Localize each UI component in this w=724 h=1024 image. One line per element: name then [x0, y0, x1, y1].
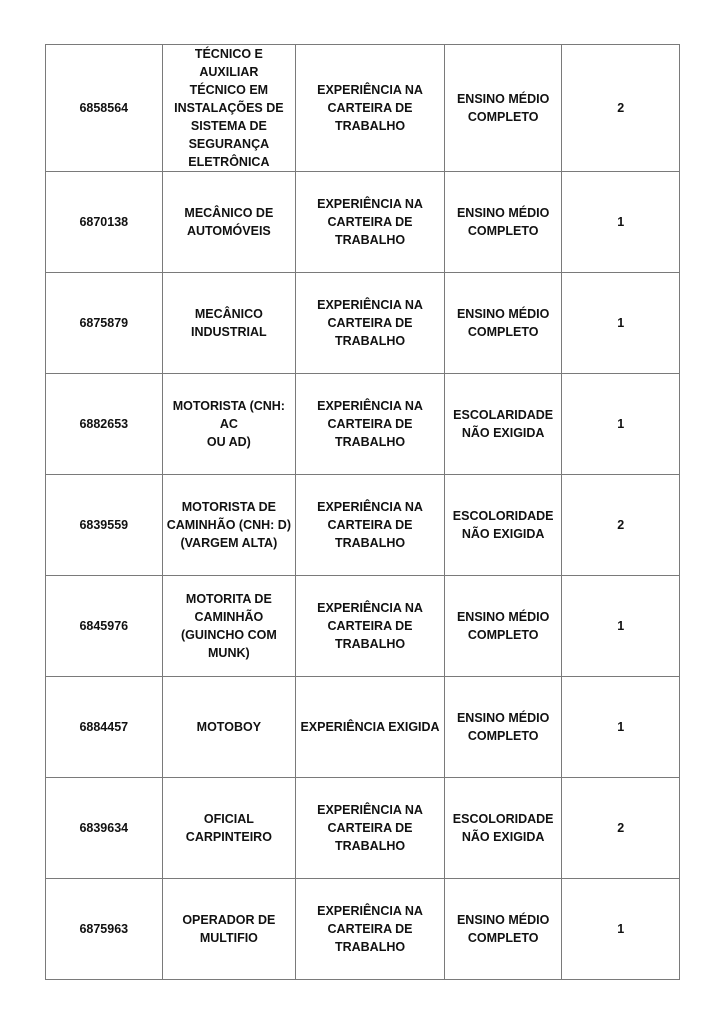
experience-requirement: EXPERIÊNCIA NA CARTEIRA DE TRABALHO: [317, 904, 423, 954]
job-title: MECÂNICO INDUSTRIAL: [191, 307, 267, 339]
vacancy-code: 6870138: [79, 215, 129, 229]
vacancy-code-cell: [46, 172, 163, 273]
job-title-cell: [162, 374, 296, 475]
vacancy-code: 6884457: [79, 720, 129, 734]
experience-cell: [296, 374, 445, 475]
experience-cell: [296, 677, 445, 778]
job-title-cell: [162, 45, 296, 172]
education-cell: [444, 475, 562, 576]
job-title: MOTORISTA DE CAMINHÃO (CNH: D) (VARGEM ALTA): [166, 500, 291, 550]
table-row: [46, 475, 680, 576]
quantity-cell: [562, 273, 680, 374]
job-title-cell: [162, 879, 296, 980]
education-requirement: ENSINO MÉDIO COMPLETO: [456, 206, 550, 238]
vacancy-quantity: 2: [617, 821, 625, 835]
vacancy-code-cell: [46, 45, 163, 172]
vacancy-quantity: 1: [617, 922, 625, 936]
vacancy-quantity: 1: [617, 619, 625, 633]
experience-cell: [296, 576, 445, 677]
experience-requirement: EXPERIÊNCIA NA CARTEIRA DE TRABALHO: [317, 197, 423, 247]
experience-cell: [296, 273, 445, 374]
experience-cell: [296, 475, 445, 576]
job-title: MOTORITA DE CAMINHÃO (GUINCHO COM MUNK): [180, 592, 277, 660]
job-title-cell: [162, 677, 296, 778]
vacancy-code: 6845976: [79, 619, 129, 633]
job-title: OPERADOR DE MULTIFIO: [182, 913, 276, 945]
education-cell: [444, 45, 562, 172]
education-cell: [444, 778, 562, 879]
experience-cell: [296, 172, 445, 273]
quantity-cell: [562, 374, 680, 475]
education-cell: [444, 374, 562, 475]
experience-cell: [296, 778, 445, 879]
vacancy-code-cell: [46, 576, 163, 677]
job-title: TÉCNICO E AUXILIAR TÉCNICO EM INSTALAÇÕES DE SISTEMA DE SEGURANÇA ELETRÔNICA: [174, 47, 284, 169]
quantity-cell: [562, 45, 680, 172]
job-title: MOTOBOY: [196, 720, 262, 734]
quantity-cell: [562, 677, 680, 778]
education-requirement: ENSINO MÉDIO COMPLETO: [456, 711, 550, 743]
quantity-cell: [562, 172, 680, 273]
experience-cell: [296, 45, 445, 172]
education-cell: [444, 879, 562, 980]
experience-cell: [296, 879, 445, 980]
education-cell: [444, 576, 562, 677]
vacancy-code: 6875879: [79, 316, 129, 330]
experience-requirement: EXPERIÊNCIA NA CARTEIRA DE TRABALHO: [317, 298, 423, 348]
table-row: [46, 677, 680, 778]
job-title-cell: [162, 576, 296, 677]
vacancy-code: 6858564: [79, 101, 129, 115]
experience-requirement: EXPERIÊNCIA EXIGIDA: [300, 720, 440, 734]
vacancy-code: 6839559: [79, 518, 129, 532]
education-requirement: ENSINO MÉDIO COMPLETO: [456, 92, 550, 124]
education-requirement: ESCOLORIDADE NÃO EXIGIDA: [452, 509, 554, 541]
vacancy-code-cell: [46, 778, 163, 879]
education-cell: [444, 172, 562, 273]
vacancy-quantity: 2: [617, 518, 625, 532]
job-title-cell: [162, 273, 296, 374]
experience-requirement: EXPERIÊNCIA NA CARTEIRA DE TRABALHO: [317, 83, 423, 133]
vacancy-code-cell: [46, 677, 163, 778]
job-title-cell: [162, 475, 296, 576]
job-title-cell: [162, 778, 296, 879]
vacancy-quantity: 1: [617, 417, 625, 431]
vacancy-code: 6875963: [79, 922, 129, 936]
job-vacancies-table: [45, 44, 680, 980]
education-requirement: ESCOLORIDADE NÃO EXIGIDA: [452, 812, 554, 844]
quantity-cell: [562, 576, 680, 677]
quantity-cell: [562, 879, 680, 980]
quantity-cell: [562, 475, 680, 576]
table-row: [46, 879, 680, 980]
table-row: [46, 172, 680, 273]
education-requirement: ENSINO MÉDIO COMPLETO: [456, 913, 550, 945]
vacancy-code-cell: [46, 475, 163, 576]
vacancy-code-cell: [46, 879, 163, 980]
job-title: OFICIAL CARPINTEIRO: [185, 812, 272, 844]
job-title-cell: [162, 172, 296, 273]
table-row: [46, 576, 680, 677]
education-requirement: ESCOLARIDADE NÃO EXIGIDA: [453, 408, 554, 440]
table-row: [46, 778, 680, 879]
table-row: [46, 45, 680, 172]
vacancy-code: 6882653: [79, 417, 129, 431]
education-cell: [444, 273, 562, 374]
experience-requirement: EXPERIÊNCIA NA CARTEIRA DE TRABALHO: [317, 500, 423, 550]
experience-requirement: EXPERIÊNCIA NA CARTEIRA DE TRABALHO: [317, 601, 423, 651]
vacancy-code-cell: [46, 374, 163, 475]
vacancy-code: 6839634: [79, 821, 129, 835]
vacancy-quantity: 1: [617, 316, 625, 330]
job-title: MECÂNICO DE AUTOMÓVEIS: [184, 206, 274, 238]
table-row: [46, 273, 680, 374]
table-row: [46, 374, 680, 475]
quantity-cell: [562, 778, 680, 879]
experience-requirement: EXPERIÊNCIA NA CARTEIRA DE TRABALHO: [317, 803, 423, 853]
education-cell: [444, 677, 562, 778]
vacancy-code-cell: [46, 273, 163, 374]
education-requirement: ENSINO MÉDIO COMPLETO: [456, 610, 550, 642]
vacancy-quantity: 2: [617, 101, 625, 115]
experience-requirement: EXPERIÊNCIA NA CARTEIRA DE TRABALHO: [317, 399, 423, 449]
table-body: [46, 45, 680, 980]
vacancy-quantity: 1: [617, 720, 625, 734]
vacancy-quantity: 1: [617, 215, 625, 229]
education-requirement: ENSINO MÉDIO COMPLETO: [456, 307, 550, 339]
job-title: MOTORISTA (CNH: AC OU AD): [172, 399, 285, 449]
